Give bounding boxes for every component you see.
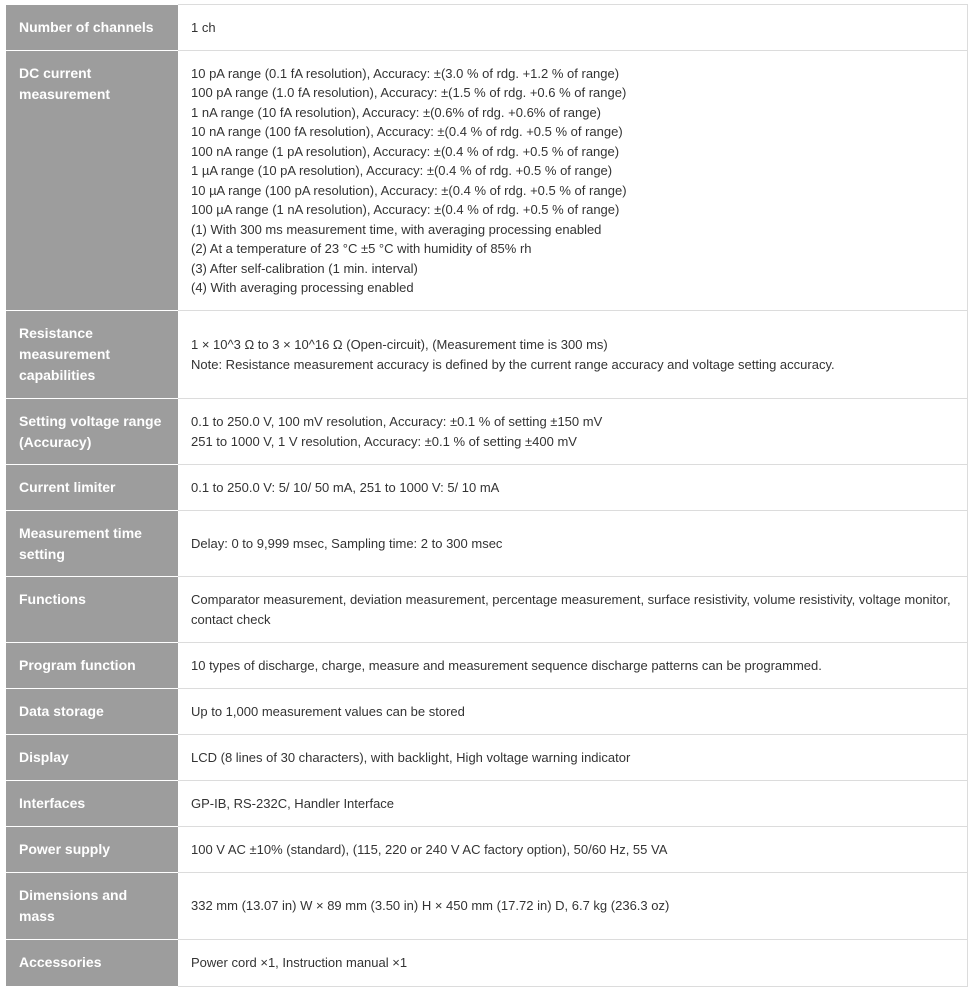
spec-value-line: (3) After self-calibration (1 min. interval): [191, 260, 418, 276]
spec-label: Measurement time setting: [6, 511, 178, 577]
spec-label: Functions: [6, 577, 178, 643]
spec-value: [178, 399, 967, 465]
spec-table: [6, 4, 968, 987]
spec-value: [178, 827, 967, 873]
spec-label: Setting voltage range (Accuracy): [6, 399, 178, 465]
spec-value-line: 1 × 10^3 Ω to 3 × 10^16 Ω (Open-circuit), (Measurement time is 300 ms): [191, 337, 608, 352]
spec-label: Accessories: [6, 940, 178, 987]
spec-value-line: 10 µA range (100 pA resolution), Accuracy: ±(0.4 % of rdg. +0.5 % of range): [191, 182, 627, 198]
spec-label: Current limiter: [6, 465, 178, 511]
spec-label: Dimensions and mass: [6, 873, 178, 940]
spec-value: [178, 735, 967, 781]
spec-row-interfaces: [6, 781, 967, 827]
spec-row-data-storage: [6, 689, 967, 735]
spec-row-dc-current-measurement: [6, 51, 967, 311]
spec-row-dimensions-and-mass: [6, 873, 967, 940]
spec-value: [178, 465, 967, 511]
spec-row-program-function: [6, 643, 967, 689]
spec-value-line: 100 V AC ±10% (standard), (115, 220 or 240 V AC factory option), 50/60 Hz, 55 VA: [191, 841, 668, 857]
spec-label: Data storage: [6, 689, 178, 735]
spec-value-line: 100 µA range (1 nA resolution), Accuracy: ±(0.4 % of rdg. +0.5 % of range): [191, 202, 620, 217]
spec-value: [178, 781, 967, 827]
spec-row-measurement-time-setting: [6, 511, 967, 577]
spec-value: [178, 5, 967, 51]
spec-value-line: 332 mm (13.07 in) W × 89 mm (3.50 in) H × 450 mm (17.72 in) D, 6.7 kg (236.3 oz): [191, 898, 670, 914]
spec-value: [178, 689, 967, 735]
spec-value-line: Up to 1,000 measurement values can be stored: [191, 703, 465, 719]
spec-value: [178, 940, 967, 987]
spec-label: Program function: [6, 643, 178, 689]
spec-value-line: 0.1 to 250.0 V, 100 mV resolution, Accuracy: ±0.1 % of setting ±150 mV: [191, 414, 603, 429]
spec-label: DC current measurement: [6, 51, 178, 311]
spec-value-line: 251 to 1000 V, 1 V resolution, Accuracy: ±0.1 % of setting ±400 mV: [191, 433, 577, 449]
spec-value-line: 10 types of discharge, charge, measure and measurement sequence discharge patterns can be programmed.: [191, 657, 822, 673]
spec-value: [178, 311, 967, 399]
spec-value-line: Note: Resistance measurement accuracy is defined by the current range accuracy and voltage setting accuracy.: [191, 356, 835, 372]
spec-value-line: 10 nA range (100 fA resolution), Accuracy: ±(0.4 % of rdg. +0.5 % of range): [191, 124, 623, 139]
spec-value-line: Power cord ×1, Instruction manual ×1: [191, 955, 408, 971]
spec-value-line: 1 µA range (10 pA resolution), Accuracy: ±(0.4 % of rdg. +0.5 % of range): [191, 163, 613, 178]
spec-label: Interfaces: [6, 781, 178, 827]
spec-row-display: [6, 735, 967, 781]
spec-value-line: (2) At a temperature of 23 °C ±5 °C with humidity of 85% rh: [191, 241, 532, 256]
spec-row-current-limiter: [6, 465, 967, 511]
spec-value: [178, 577, 967, 643]
spec-label: Number of channels: [6, 5, 178, 51]
spec-value-line: Comparator measurement, deviation measurement, percentage measurement, surface resistivity, volume resistivity, voltage monitor, contact check: [191, 592, 951, 627]
spec-value: [178, 873, 967, 940]
spec-row-setting-voltage-range: [6, 399, 967, 465]
spec-row-accessories: [6, 940, 967, 987]
spec-value-line: GP-IB, RS-232C, Handler Interface: [191, 795, 395, 811]
spec-value: [178, 51, 967, 311]
spec-value-line: 100 pA range (1.0 fA resolution), Accuracy: ±(1.5 % of rdg. +0.6 % of range): [191, 85, 627, 100]
spec-row-power-supply: [6, 827, 967, 873]
spec-value: [178, 643, 967, 689]
spec-value-line: (4) With averaging processing enabled: [191, 280, 414, 295]
spec-value-line: 100 nA range (1 pA resolution), Accuracy: ±(0.4 % of rdg. +0.5 % of range): [191, 143, 620, 159]
spec-value: [178, 511, 967, 577]
spec-value-line: 1 nA range (10 fA resolution), Accuracy: ±(0.6% of rdg. +0.6% of range): [191, 104, 602, 120]
spec-row-functions: [6, 577, 967, 643]
spec-label: Power supply: [6, 827, 178, 873]
spec-value-line: (1) With 300 ms measurement time, with averaging processing enabled: [191, 221, 602, 237]
spec-value-line: 0.1 to 250.0 V: 5/ 10/ 50 mA, 251 to 1000 V: 5/ 10 mA: [191, 479, 500, 495]
spec-value-line: 1 ch: [191, 19, 216, 35]
spec-value-line: 10 pA range (0.1 fA resolution), Accuracy: ±(3.0 % of rdg. +1.2 % of range): [191, 65, 620, 81]
spec-value-line: Delay: 0 to 9,999 msec, Sampling time: 2 to 300 msec: [191, 535, 503, 551]
spec-row-resistance-measurement: [6, 311, 967, 399]
spec-label: Display: [6, 735, 178, 781]
spec-value-line: LCD (8 lines of 30 characters), with backlight, High voltage warning indicator: [191, 749, 631, 765]
spec-label: Resistance measurement capabilities: [6, 311, 178, 399]
spec-row-number-of-channels: [6, 5, 967, 51]
